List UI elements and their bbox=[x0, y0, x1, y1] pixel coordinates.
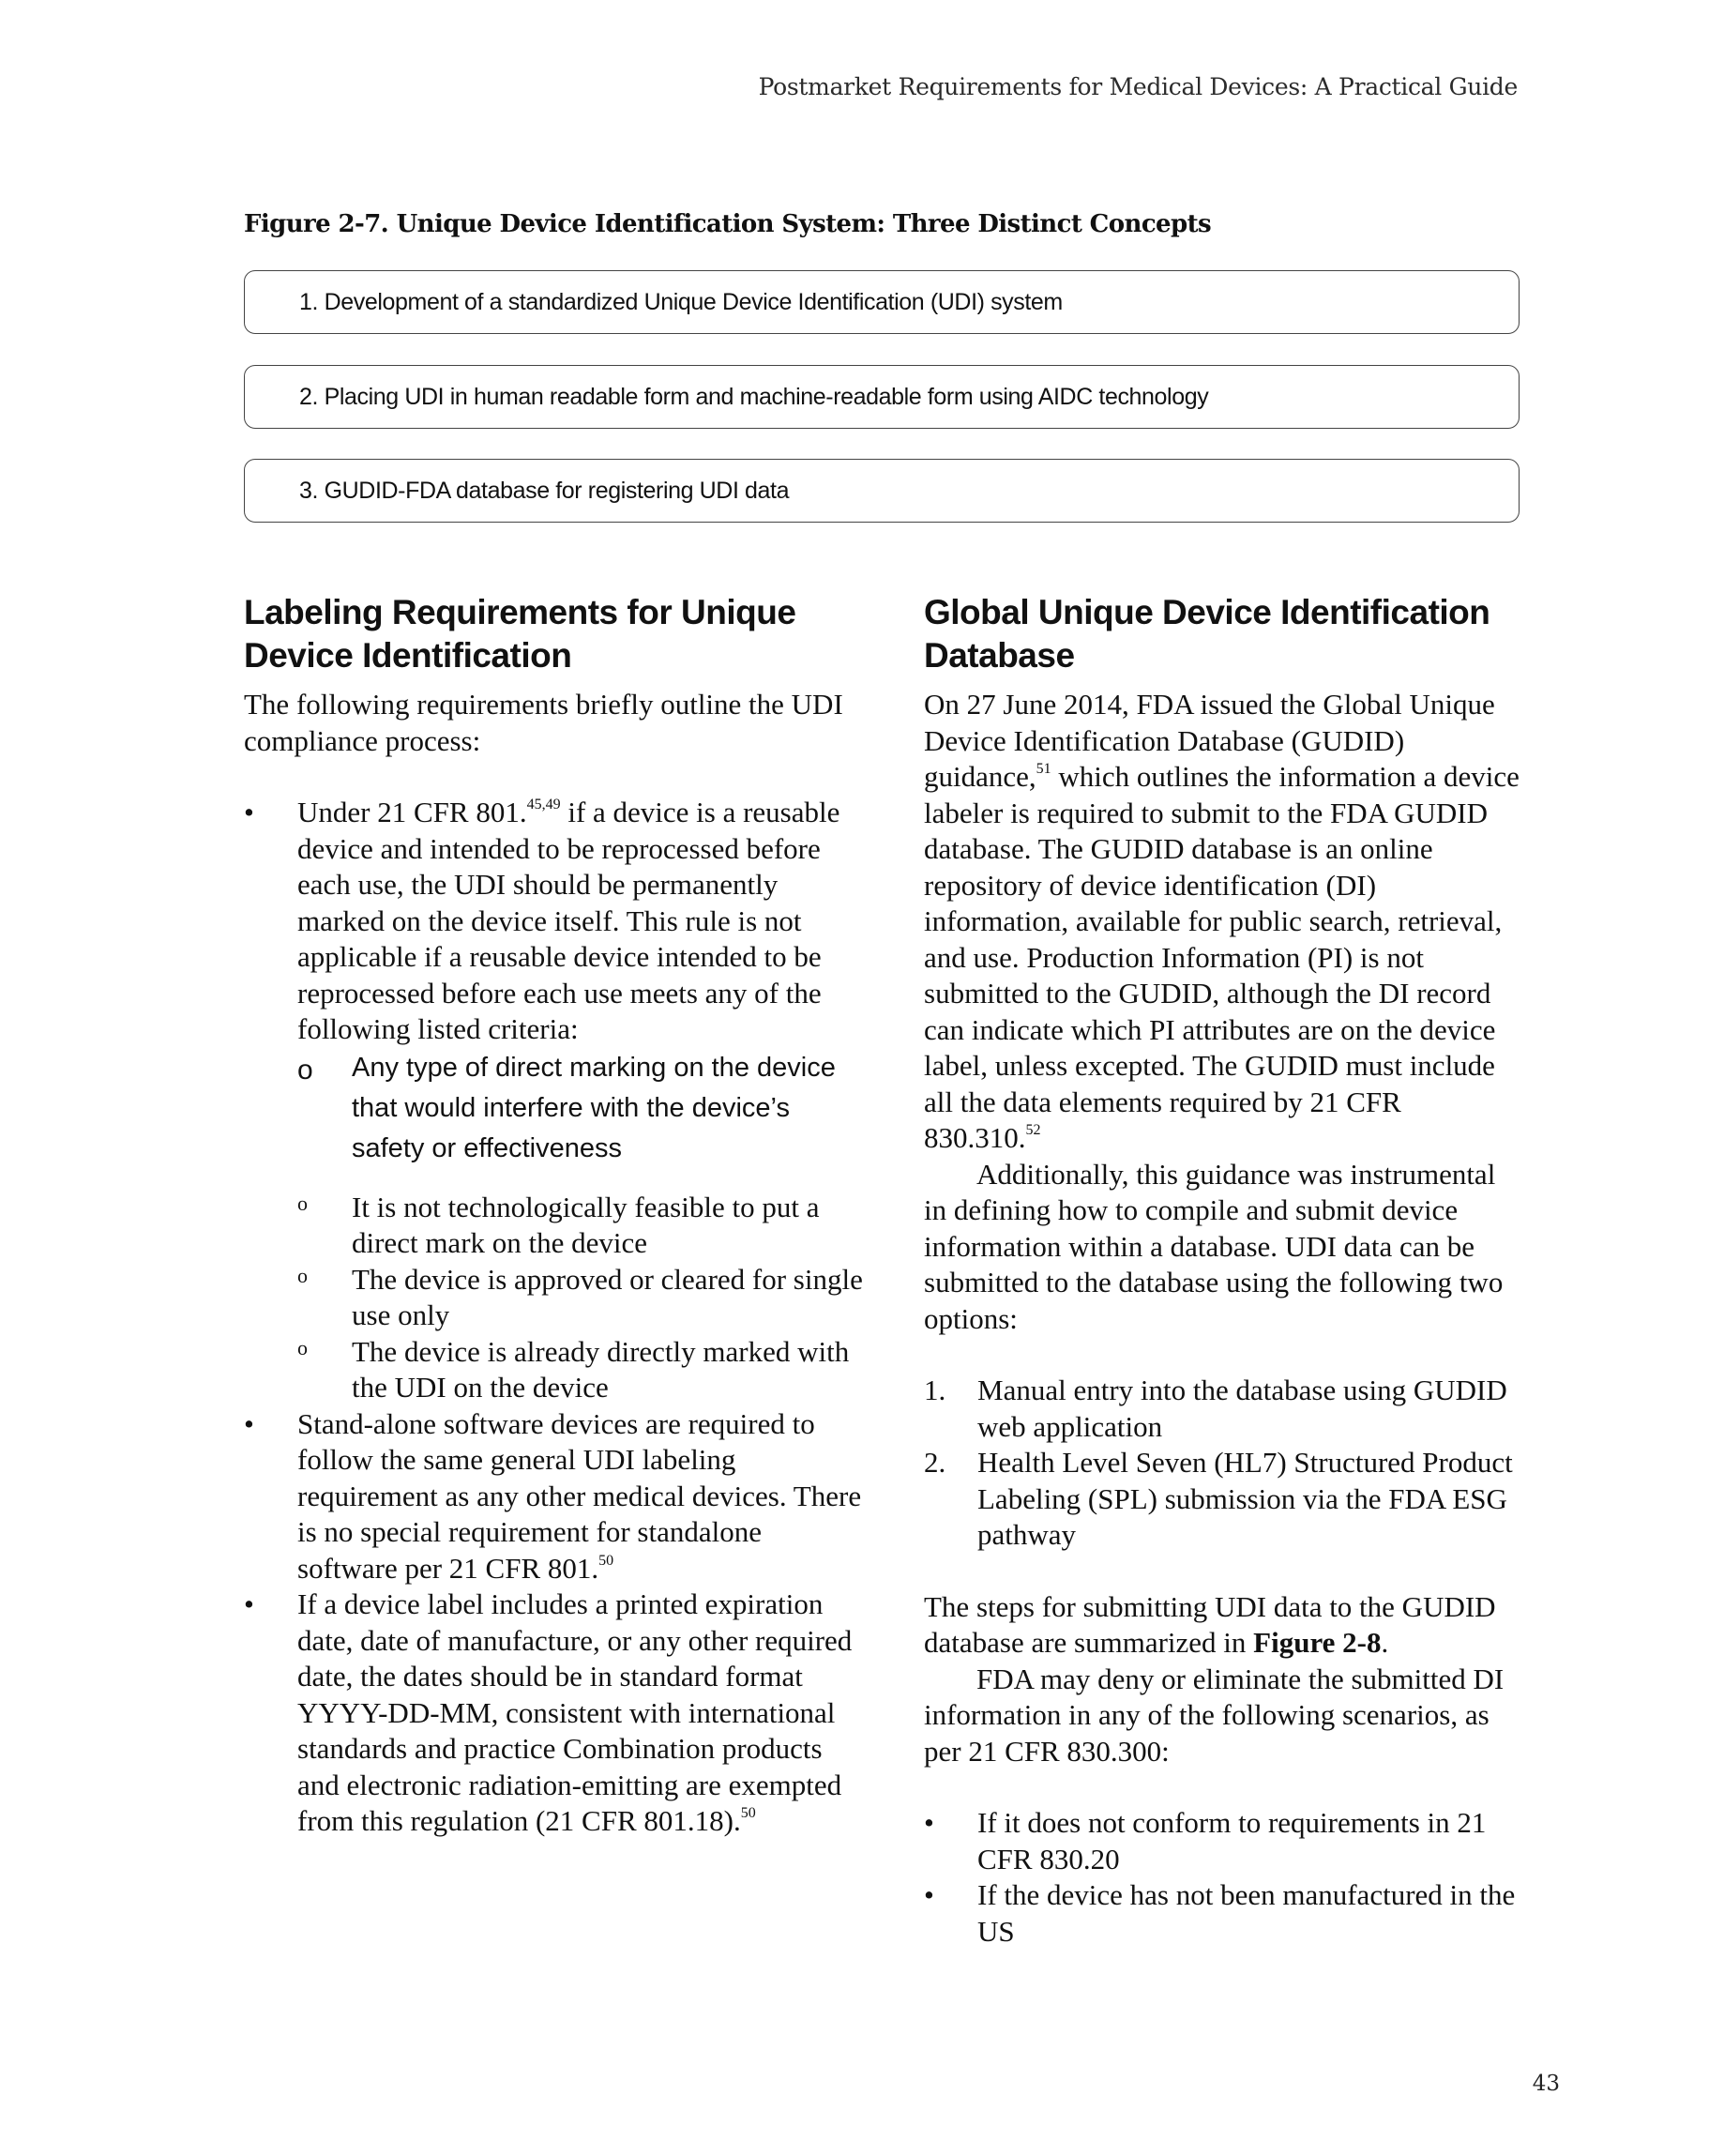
list-item: • Stand-alone software devices are required to follow the same general UDI labeling requirement as any other medical devices. There is no special requirement for standalone software per 21 CFR 801.50 bbox=[244, 1406, 862, 1585]
right-column bbox=[924, 591, 1524, 1950]
page-number: 43 bbox=[1532, 2072, 1560, 2096]
footnote-ref: 50 bbox=[598, 1552, 614, 1569]
paragraph: On 27 June 2014, FDA issued the Global Unique Device Identification Database (GUDID) guidance,$^{51}$ which outlines the information a device labeler is required to submit to the FDA GUDID database. The GUDID database is an online repository of device identification (DI) information, available for public search, retrieval, and use. Production Information (PI) is not submitted to the GUDID, although the DI record can indicate which PI attributes are on the device label, unless excepted. The GUDID must include all the data elements required by 21 CFR 830.310.52 bbox=[924, 688, 1520, 1154]
list-number: 2. bbox=[924, 1446, 946, 1479]
requirements-list bbox=[244, 795, 863, 1840]
list-item: 1. Manual entry into the database using GUDID web application bbox=[924, 1374, 1507, 1443]
circle-bullet-icon: o bbox=[297, 1263, 308, 1287]
list-number: 1. bbox=[924, 1374, 946, 1406]
circle-bullet-icon: o bbox=[297, 1335, 308, 1359]
circle-bullet-icon: o bbox=[297, 1054, 313, 1086]
bullet-icon: • bbox=[924, 1878, 934, 1911]
concept-label: 3. GUDID-FDA database for registering UDI data bbox=[299, 477, 790, 504]
footnote-ref: 45,49 bbox=[526, 797, 561, 812]
footnote-ref: 50 bbox=[740, 1805, 756, 1821]
list-item: • Under 21 CFR 801.$^{45,49}$ if a device is a reusable device and intended to be reprocessed before each use, the UDI should be permanently marked on the device itself. This rule is not applicable if a reusable device intended to be reprocessed before each use meets any of the following listed criteria: bbox=[244, 796, 840, 1045]
scenarios-list bbox=[924, 1805, 1524, 1950]
footnote-ref: 52 bbox=[1025, 1122, 1041, 1138]
sub-list-item: o It is not technologically feasible to put a direct mark on the device bbox=[244, 1190, 863, 1262]
sub-list-item: o The device is approved or cleared for single use only bbox=[244, 1262, 863, 1334]
sub-list-item: o Any type of direct marking on the device that would interfere with the device’s safety or effectiveness bbox=[244, 1048, 863, 1169]
section-heading: Labeling Requirements for Unique Device Identification bbox=[244, 593, 796, 675]
list-item: 2. Health Level Seven (HL7) Structured Product Labeling (SPL) submission via the FDA ESG pathway bbox=[924, 1446, 1513, 1551]
figure-title: Figure 2-7. Unique Device Identification System: Three Distinct Concepts bbox=[244, 210, 1212, 238]
bullet-icon: • bbox=[244, 796, 254, 828]
section-heading: Global Unique Device Identification Database bbox=[924, 593, 1490, 675]
list-item: • If the device has not been manufactured in the US bbox=[924, 1878, 1516, 1948]
figure-reference: Figure 2-8 bbox=[1253, 1626, 1382, 1659]
list-item: • If a device label includes a printed expiration date, date of manufacture, or any other required date, the dates should be in standard format YYYY-DD-MM, consistent with international standards and practice Combination products and electronic radiation-emitting are exempted from this regulation (21 CFR 801.18).$^{50}$ bbox=[244, 1587, 853, 1837]
concept-label: 1. Development of a standardized Unique Device Identification (UDI) system bbox=[299, 288, 1063, 315]
submission-options-list bbox=[924, 1373, 1524, 1554]
running-header: Postmarket Requirements for Medical Devices: A Practical Guide bbox=[758, 73, 1518, 100]
concept-box bbox=[244, 270, 1520, 334]
left-column bbox=[244, 591, 863, 1840]
circle-bullet-icon: o bbox=[297, 1191, 308, 1215]
concept-box bbox=[244, 459, 1520, 523]
paragraph: FDA may deny or eliminate the submitted DI information in any of the following scenarios, as per 21 CFR 830.300: bbox=[924, 1662, 1505, 1768]
bullet-icon: • bbox=[924, 1806, 934, 1839]
bullet-icon: • bbox=[244, 1587, 254, 1620]
concept-label: 2. Placing UDI in human readable form and machine-readable form using AIDC technology bbox=[299, 383, 1209, 410]
footnote-ref: 51 bbox=[1036, 761, 1051, 777]
bullet-icon: • bbox=[244, 1406, 254, 1440]
paragraph: Additionally, this guidance was instrumental in defining how to compile and submit device information within a database. UDI data can be submitted to the database using the following two options: bbox=[924, 1157, 1504, 1335]
intro-paragraph: The following requirements briefly outline the UDI compliance process: bbox=[244, 688, 843, 757]
list-item: • If it does not conform to requirements in 21 CFR 830.20 bbox=[924, 1806, 1487, 1875]
sub-list-item: o The device is already directly marked with the UDI on the device bbox=[244, 1334, 863, 1406]
paragraph: The steps for submitting UDI data to the GUDID database are summarized in Figure 2-8. bbox=[924, 1589, 1496, 1659]
concept-box bbox=[244, 365, 1520, 429]
